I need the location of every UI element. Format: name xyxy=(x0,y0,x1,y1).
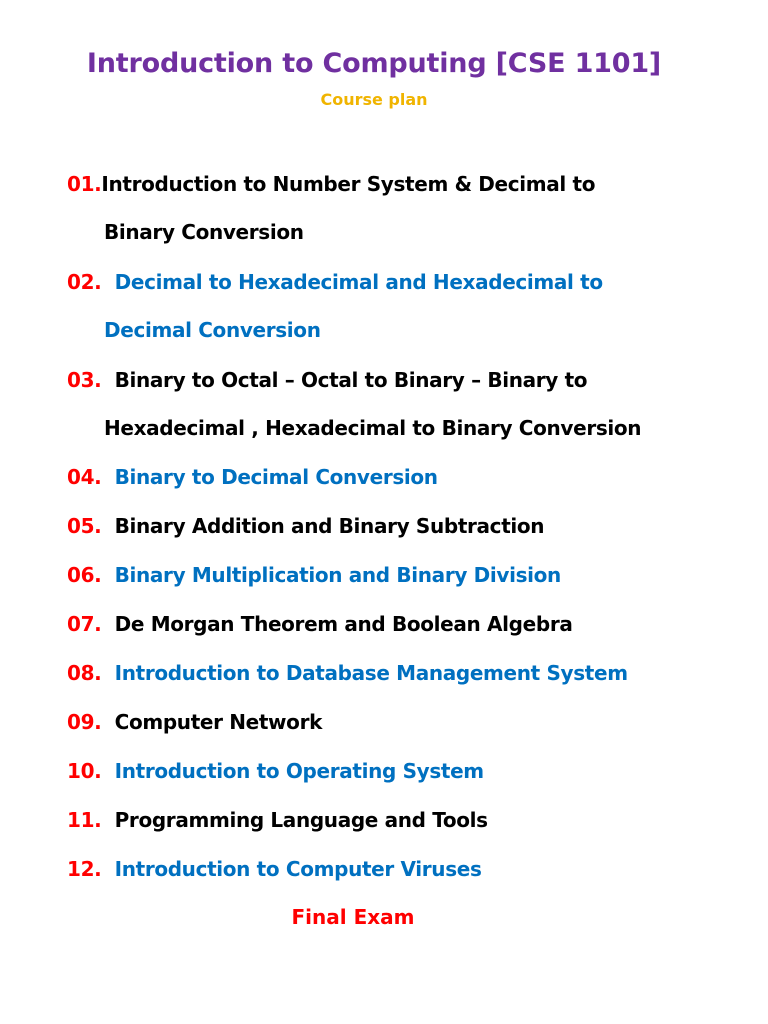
item-number: 02. xyxy=(67,270,102,294)
item-text: Binary to Octal – Octal to Binary – Binary to xyxy=(114,368,588,392)
item-number: 06. xyxy=(67,563,102,587)
list-item xyxy=(67,610,573,638)
list-item xyxy=(67,855,482,883)
item-number: 11. xyxy=(67,808,102,832)
item-text: Decimal to Hexadecimal and Hexadecimal to xyxy=(114,270,603,294)
list-item xyxy=(67,757,484,785)
item-text-continued: Binary Conversion xyxy=(104,220,304,244)
item-number: 04. xyxy=(67,465,102,489)
item-number: 10. xyxy=(67,759,102,783)
item-text: Binary Addition and Binary Subtraction xyxy=(114,514,545,538)
page-title: Introduction to Computing [CSE 1101] xyxy=(86,48,662,79)
item-text: Introduction to Number System & Decimal to xyxy=(101,172,596,196)
item-text-continued: Hexadecimal , Hexadecimal to Binary Conversion xyxy=(104,416,642,440)
item-text: Introduction to Database Management System xyxy=(114,661,628,685)
item-text-continued: Decimal Conversion xyxy=(104,318,321,342)
list-item xyxy=(67,561,561,589)
item-text: Binary Multiplication and Binary Division xyxy=(114,563,561,587)
item-number: 12. xyxy=(67,857,102,881)
list-item xyxy=(67,708,322,736)
item-number: 08. xyxy=(67,661,102,685)
list-item xyxy=(67,268,603,296)
item-text: Introduction to Computer Viruses xyxy=(114,857,482,881)
final-exam-label: Final Exam xyxy=(291,905,415,929)
item-number: 01. xyxy=(67,172,102,196)
list-item xyxy=(67,806,488,834)
item-number: 09. xyxy=(67,710,102,734)
list-item xyxy=(67,170,595,198)
page-subtitle: Course plan xyxy=(320,90,428,109)
list-item xyxy=(67,463,438,491)
item-text: Programming Language and Tools xyxy=(114,808,488,832)
item-text: Computer Network xyxy=(114,710,323,734)
item-number: 05. xyxy=(67,514,102,538)
item-text: Binary to Decimal Conversion xyxy=(114,465,438,489)
list-item xyxy=(67,659,628,687)
item-text: Introduction to Operating System xyxy=(114,759,484,783)
item-number: 07. xyxy=(67,612,102,636)
item-text: De Morgan Theorem and Boolean Algebra xyxy=(114,612,573,636)
list-item xyxy=(67,366,587,394)
list-item xyxy=(67,512,544,540)
item-number: 03. xyxy=(67,368,102,392)
